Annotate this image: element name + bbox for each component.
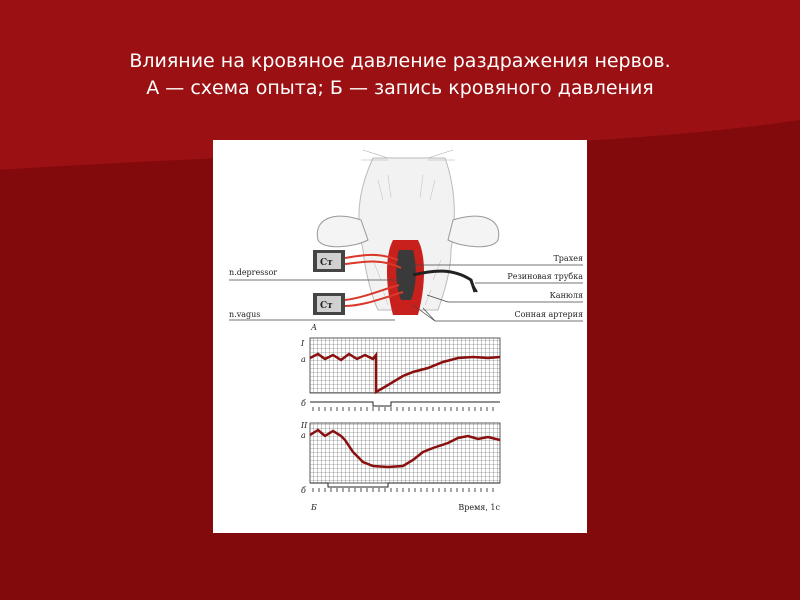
rabbit-illustration bbox=[317, 150, 499, 315]
stimulator-bottom bbox=[313, 293, 345, 315]
time-ticks-I bbox=[313, 407, 493, 411]
label-n-vagus: n.vagus bbox=[229, 310, 261, 319]
label-rubber-tube: Резиновая трубка bbox=[507, 272, 583, 281]
stimulator-top bbox=[313, 250, 345, 272]
figure-panel bbox=[213, 140, 587, 533]
slide-title bbox=[0, 48, 800, 102]
trace-II-label: II bbox=[301, 421, 308, 430]
trace-II-b-label: б bbox=[301, 486, 306, 495]
marker-trace-I bbox=[310, 402, 500, 406]
stimulator-top-label: Ст bbox=[320, 258, 333, 268]
stimulator-bottom-label: Ст bbox=[320, 301, 333, 311]
trace-I-label: I bbox=[301, 339, 305, 348]
label-time: Время, 1с bbox=[458, 503, 500, 512]
label-trachea: Трахея bbox=[553, 254, 583, 263]
title-line-1: Влияние на кровяное давление раздражения нервов. bbox=[129, 50, 671, 72]
title-line-2: А — схема опыта; Б — запись кровяного давления bbox=[146, 77, 654, 99]
trace-II-a-label: а bbox=[301, 431, 306, 440]
experiment-diagram bbox=[213, 140, 587, 533]
label-panel-b: Б bbox=[311, 503, 317, 512]
marker-trace-II bbox=[310, 483, 500, 487]
grid-I bbox=[310, 338, 500, 393]
time-ticks-II bbox=[313, 488, 493, 492]
label-cannula: Канюля bbox=[549, 291, 583, 300]
label-n-depressor: n.depressor bbox=[229, 268, 278, 277]
recording-II bbox=[300, 421, 500, 495]
label-carotid-artery: Сонная артерия bbox=[514, 310, 583, 319]
recording-I bbox=[300, 338, 500, 411]
trace-I-b-label: б bbox=[301, 399, 306, 408]
grid-II bbox=[310, 423, 500, 483]
trace-I-a-label: а bbox=[301, 355, 306, 364]
label-panel-a: А bbox=[311, 323, 318, 332]
